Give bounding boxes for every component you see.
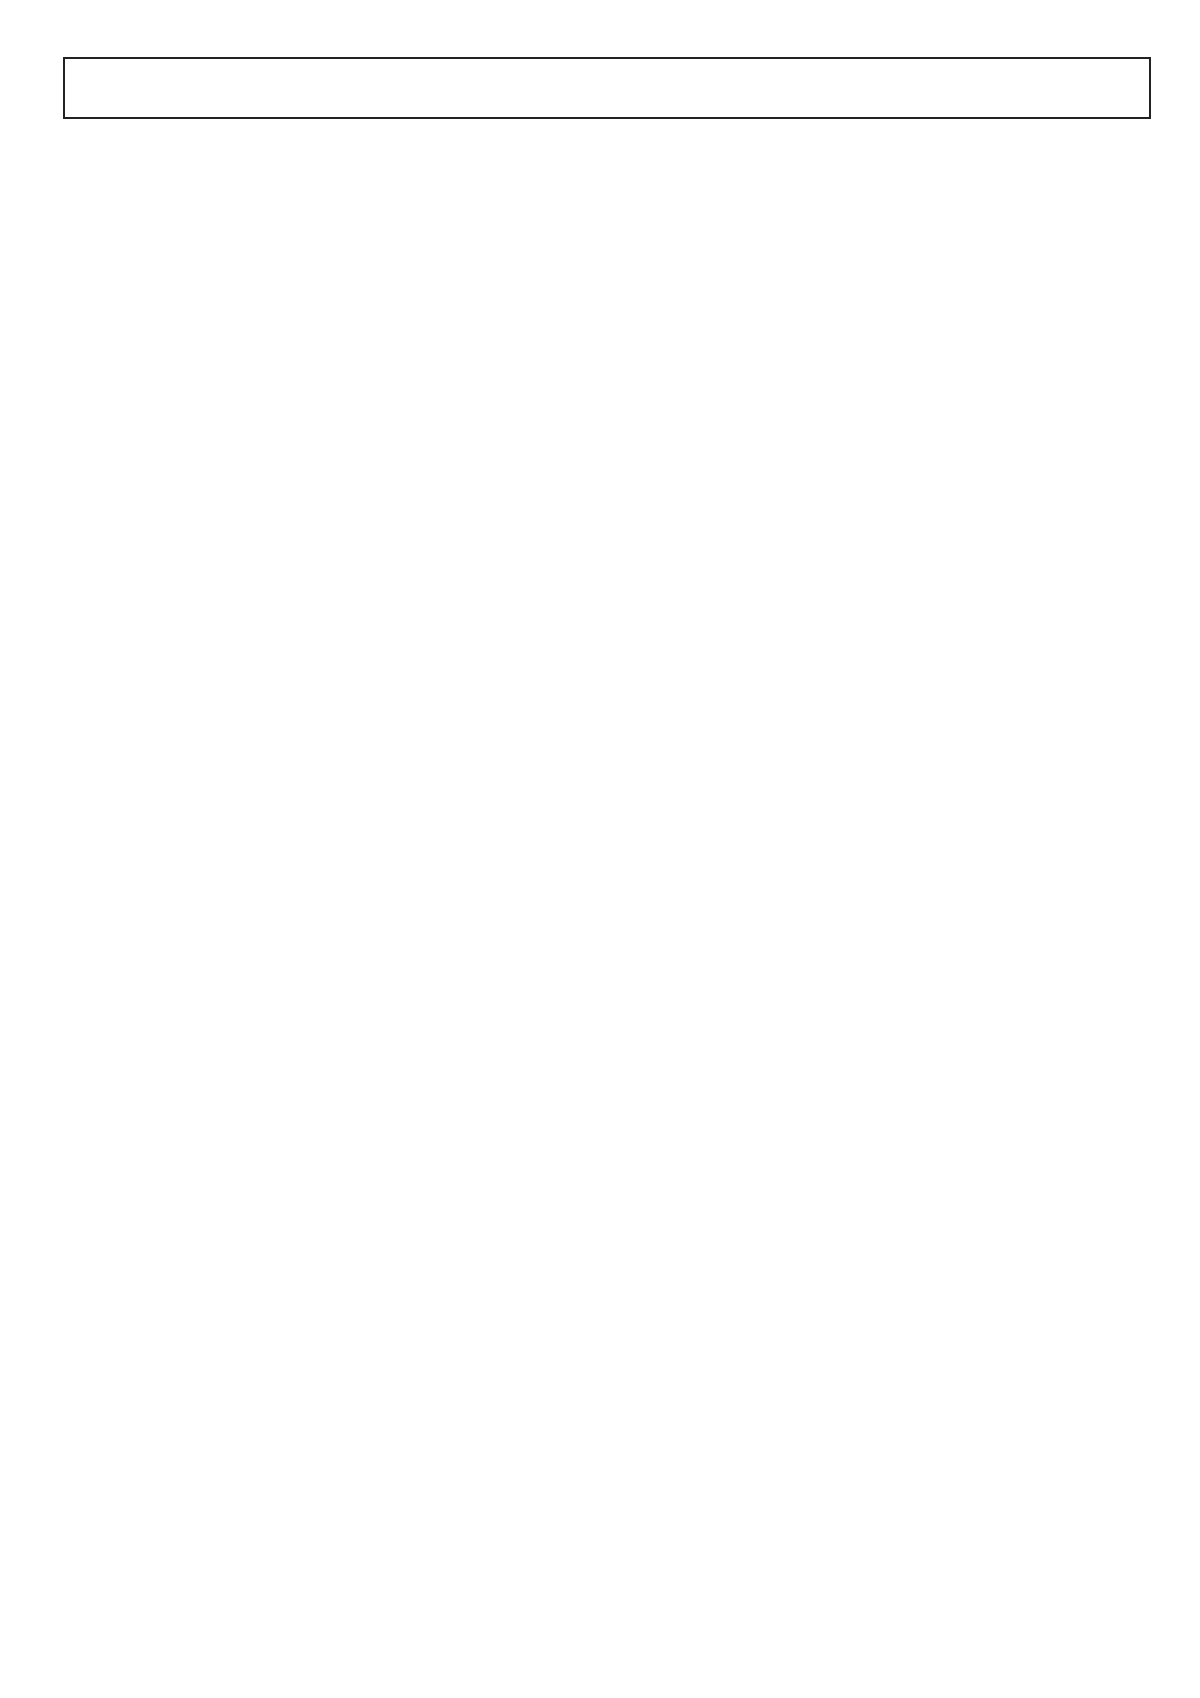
table-title	[64, 58, 1150, 118]
table-title-row	[64, 58, 1150, 118]
boundary-coordinates-table	[63, 57, 1151, 119]
